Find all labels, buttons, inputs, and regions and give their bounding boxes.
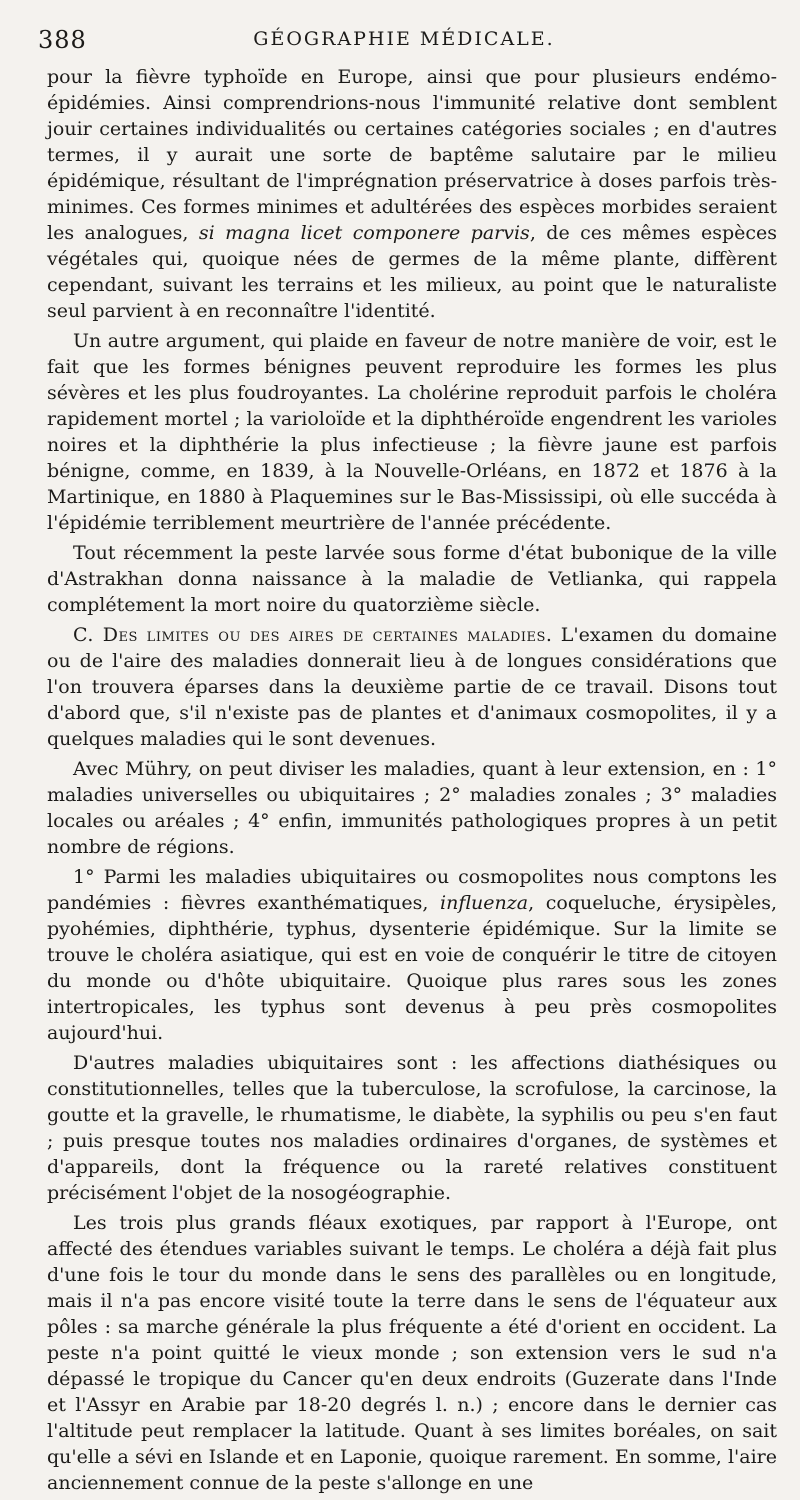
paragraph-text: Un autre argument, qui plaide en faveur de notre manière de voir, est le fait que les formes bénignes peuvent reproduire les formes les plus sévères et les plus foudroyantes. La cholérine reproduit parfois le choléra rapidement mortel ; la varioloïde et la diphthéroïde engendrent les varioles noires et la diphthérie la plus infectieuse ; la fièvre jaune est parfois bénigne, comme, en 1839, à la Nouvelle-Orléans, en 1872 et 1876 à la Martinique, en 1880 à Plaquemines sur le Bas-Mississipi, où elle succéda à l'épidémie terriblement meurtrière de l'année précédente. <box>47 330 777 534</box>
paragraph-text: Avec Mühry, on peut diviser les maladies, quant à leur extension, en : 1° maladies universelles ou ubiquitaires ; 2° maladies zonales ; 3° maladies locales ou aréales ; 4° enfin, immunités pathologiques propres à un petit nombre de régions. <box>47 758 777 858</box>
paragraph <box>47 540 777 618</box>
page-body <box>47 64 777 1500</box>
paragraph-section-c <box>47 622 777 752</box>
paragraph <box>47 1210 777 1496</box>
paragraph <box>47 756 777 860</box>
italic-term: influenza <box>440 892 529 914</box>
paragraph-text: , coqueluche, érysipèles, pyohémies, diphthérie, typhus, dysenterie épidémique. Sur la limite se trouve le choléra asiatique, qui est en voie de conquérir le titre de citoyen du monde ou d'hôte ubiquitaire. Quoique plus rares sous les zones intertropicales, les typhus sont devenus à peu près cosmopolites aujourd'hui. <box>47 892 777 1044</box>
paragraph-text: 1° Parmi les maladies ubiquitaires ou cosmopolites nous comptons les pandémies : fièvres exanthématiques, <box>47 866 777 914</box>
page-header <box>38 26 770 60</box>
paragraph <box>47 864 777 1046</box>
paragraph-text: Les trois plus grands fléaux exotiques, par rapport à l'Europe, ont affecté des étendues variables suivant le temps. Le choléra a déjà fait plus d'une fois le tour du monde dans le sens des parallèles ou en longitude, mais il n'a pas encore visité toute la terre dans le sens de l'équateur aux pôles : sa marche générale la plus fréquente a été d'orient en occident. La peste n'a point quitté le vieux monde ; son extension vers le sud n'a dépassé le tropique du Cancer qu'en deux endroits (Guzerate dans l'Inde et l'Assyr en Arabie par 18-20 degrés l. n.) ; encore dans le dernier cas l'altitude peut remplacer la latitude. Quant à ses limites boréales, on sait qu'elle a sévi en Islande et en Laponie, quoique rarement. En somme, l'aire anciennement connue de la peste s'allonge en une <box>47 1212 777 1494</box>
paragraph-text: pour la fièvre typhoïde en Europe, ainsi que pour plusieurs endémo-épidémies. Ainsi comprendrions-nous l'immunité relative dont semblent jouir certaines individualités ou certaines catégories sociales ; en d'autres termes, il y aurait une sorte de baptême salutaire par le milieu épidémique, résultant de l'imprégnation préservatrice à doses parfois très-minimes. Ces formes minimes et adultérées des espèces morbides seraient les analogues, <box>47 66 777 244</box>
paragraph-text: L'examen du domaine ou de l'aire des maladies donnerait lieu à de longues considérations que l'on trouvera éparses dans la deuxième partie de ce travail. Disons tout d'abord que, s'il n'existe pas de plantes et d'animaux cosmopolites, il y a quelques maladies qui le sont devenues. <box>47 624 777 750</box>
paragraph <box>47 1050 777 1206</box>
section-heading: C. Des limites ou des aires de certaines maladies. <box>73 624 553 646</box>
running-title: GÉOGRAPHIE MÉDICALE. <box>253 28 555 50</box>
latin-quote: si magna licet componere parvis <box>198 222 530 244</box>
paragraph <box>47 328 777 536</box>
paragraph-continuation <box>47 64 777 324</box>
paragraph-text: , de ces mêmes espèces végétales qui, quoique nées de germes de la même plante, diffèrent cependant, suivant les terrains et les milieux, au point que le naturaliste seul parvient à en reconnaître l'identité. <box>47 222 777 322</box>
page-number: 388 <box>38 26 87 54</box>
paragraph-text: Tout récemment la peste larvée sous forme d'état bubonique de la ville d'Astrakhan donna naissance à la maladie de Vetlianka, qui rappela complétement la mort noire du quatorzième siècle. <box>47 542 777 616</box>
paragraph-text: D'autres maladies ubiquitaires sont : les affections diathésiques ou constitutionnelles, telles que la tuberculose, la scrofulose, la carcinose, la goutte et la gravelle, le rhumatisme, le diabète, la syphilis ou peu s'en faut ; puis presque toutes nos maladies ordinaires d'organes, de systèmes et d'appareils, dont la fréquence ou la rareté relatives constituent précisément l'objet de la nosogéographie. <box>47 1052 777 1204</box>
